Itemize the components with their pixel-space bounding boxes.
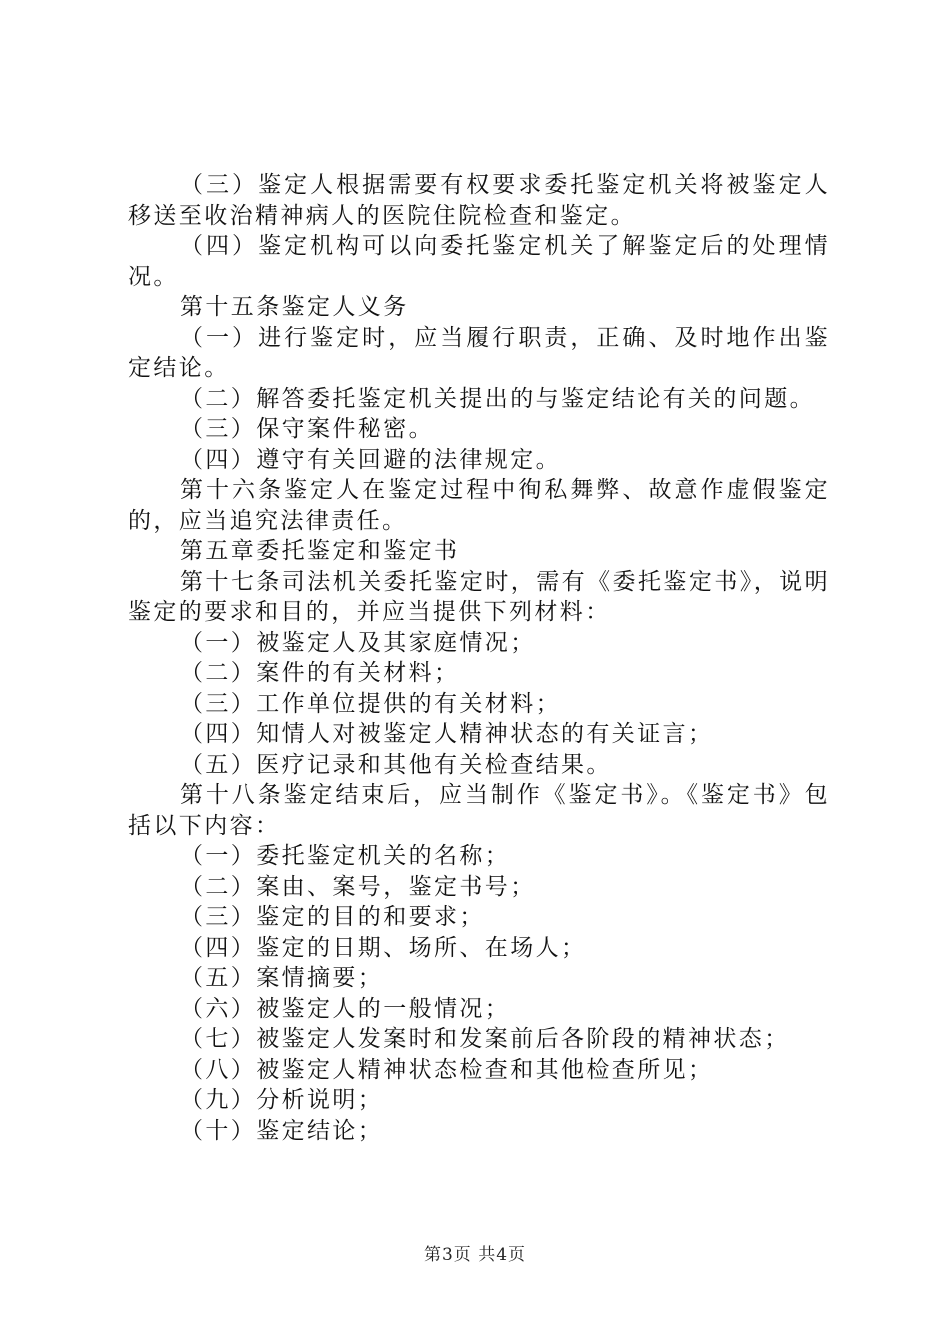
list-item: （四）鉴定的日期、场所、在场人； [180,934,587,961]
list-item: （八）被鉴定人精神状态检查和其他检查所见； [180,1056,714,1083]
paragraph: （四）遵守有关回避的法律规定。 [180,446,561,473]
document-body [128,170,830,1146]
chapter-heading: 第五章委托鉴定和鉴定书 [180,538,460,564]
list-item: （十）鉴定结论； [180,1117,384,1144]
paragraph: 第十八条鉴定结束后，应当制作《鉴定书》。《鉴定书》包括以下内容： [128,782,830,839]
list-item: （五）案情摘要； [180,965,384,991]
list-item: （二）案由、案号，鉴定书号； [180,873,536,900]
page-number-footer: 第3页 共4页 [423,1245,527,1265]
paragraph: （三）保守案件秘密。 [180,416,434,442]
list-item: （二）案件的有关材料； [180,660,460,686]
section-heading: 第十五条鉴定人义务 [180,294,409,320]
list-item: （四）知情人对被鉴定人精神状态的有关证言； [180,721,714,747]
paragraph: 第十六条鉴定人在鉴定过程中徇私舞弊、故意作虚假鉴定的，应当追究法律责任。 [128,477,830,534]
list-item: （九）分析说明； [180,1087,384,1113]
list-item: （五）医疗记录和其他有关检查结果。 [180,751,612,778]
paragraph: 第十七条司法机关委托鉴定时，需有《委托鉴定书》，说明鉴定的要求和目的，并应当提供下列材料： [128,568,830,625]
list-item: （七）被鉴定人发案时和发案前后各阶段的精神状态； [180,1026,790,1052]
paragraph: （二）解答委托鉴定机关提出的与鉴定结论有关的问题。 [180,385,815,412]
list-item: （六）被鉴定人的一般情况； [180,995,511,1022]
list-item: （一）被鉴定人及其家庭情况； [180,629,536,656]
list-item: （三）鉴定的目的和要求； [180,904,485,930]
paragraph: （四）鉴定机构可以向委托鉴定机关了解鉴定后的处理情况。 [128,233,830,290]
paragraph: （一）进行鉴定时，应当履行职责，正确、及时地作出鉴定结论。 [128,324,830,381]
list-item: （三）工作单位提供的有关材料； [180,690,561,717]
paragraph: （三）鉴定人根据需要有权要求委托鉴定机关将被鉴定人移送至收治精神病人的医院住院检查和鉴定。 [128,172,830,229]
list-item: （一）委托鉴定机关的名称； [180,843,511,869]
